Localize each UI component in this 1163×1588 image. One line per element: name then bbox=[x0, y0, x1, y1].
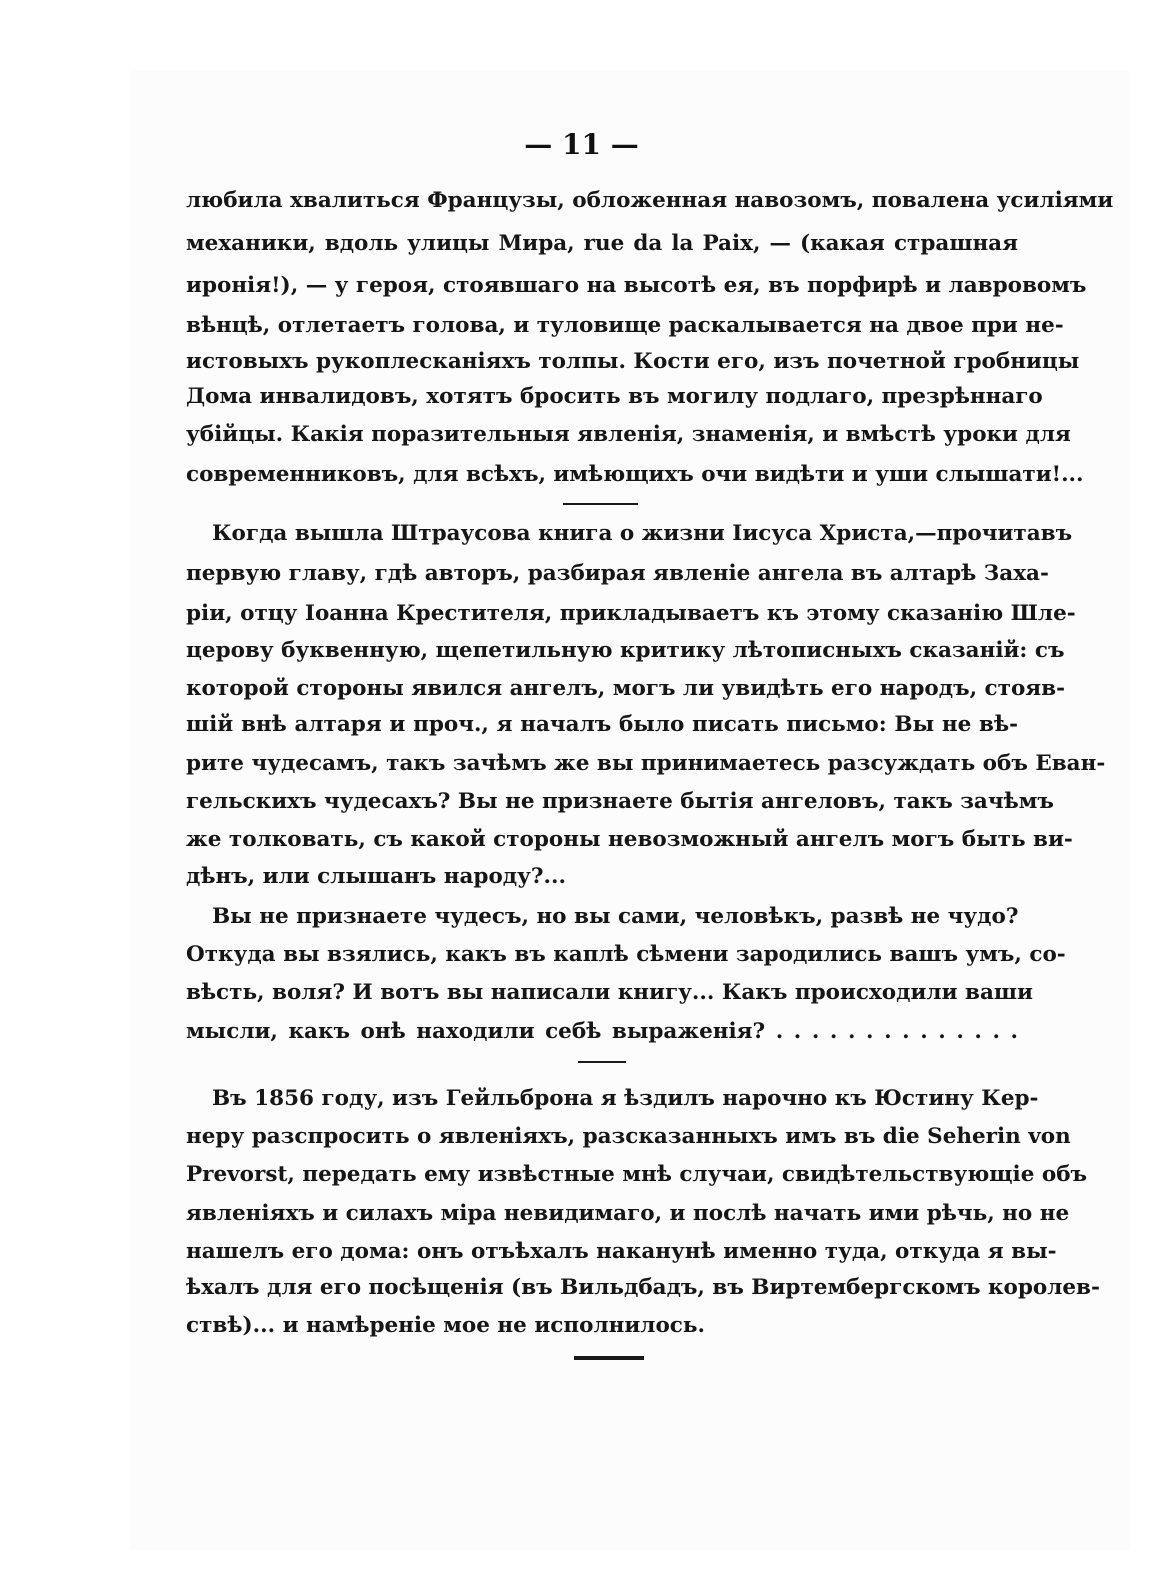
text-line: первую главу, гдѣ авторъ, разбирая явленіе ангела въ алтарѣ Заха- bbox=[186, 561, 1049, 586]
page-number: — 11 — bbox=[524, 128, 639, 161]
text-line: церову буквенную, щепетильную критику лѣтописныхъ сказаній: съ bbox=[186, 638, 1065, 663]
text-line: любила хвалиться Французы, обложенная навозомъ, повалена усиліями bbox=[186, 188, 1114, 213]
text-line: шій внѣ алтаря и проч., я началъ было писать письмо: Вы не вѣ- bbox=[186, 712, 1018, 737]
text-line: убійцы. Какія поразительныя явленія, знаменія, и вмѣстѣ уроки для bbox=[186, 422, 1071, 447]
text-line: Въ 1856 году, изъ Гейльброна я ѣздилъ нарочно къ Юстину Кер- bbox=[212, 1086, 1039, 1111]
text-line: ствѣ)... и намѣреніе мое не исполнилось. bbox=[186, 1313, 705, 1338]
text-line: которой стороны явился ангелъ, могъ ли увидѣть его народъ, стояв- bbox=[186, 676, 1066, 701]
text-line: ѣхалъ для его посѣщенія (въ Вильдбадъ, въ Виртембергскомъ королев- bbox=[186, 1275, 1100, 1300]
text-line: явленіяхъ и силахъ міра невидимаго, и послѣ начать ими рѣчь, но не bbox=[186, 1201, 1070, 1226]
text-line: вѣсть, воля? И вотъ вы написали книгу... Какъ происходили ваши bbox=[186, 980, 1033, 1005]
text-line: механики, вдоль улицы Мира, rue da la Paix, — (какая страшная bbox=[186, 231, 1018, 256]
text-line: вѣнцѣ, отлетаетъ голова, и туловище раскалывается на двое при не- bbox=[186, 313, 1064, 338]
section-divider bbox=[563, 503, 638, 505]
text-line: мысли, какъ онѣ находили себѣ выраженія? . . . . . . . . . . . . . . bbox=[186, 1019, 1018, 1044]
text-line: гельскихъ чудесахъ? Вы не признаете бытія ангеловъ, такъ зачѣмъ bbox=[186, 789, 1054, 814]
text-line: современниковъ, для всѣхъ, имѣющихъ очи видѣти и уши слышати!... bbox=[186, 462, 1084, 487]
text-line: нашелъ его дома: онъ отъѣхалъ наканунѣ именно туда, откуда я вы- bbox=[186, 1239, 1057, 1264]
text-line: Дома инвалидовъ, хотятъ бросить въ могилу подлаго, презрѣннаго bbox=[186, 384, 1043, 409]
text-line: неру разспросить о явленіяхъ, разсказанныхъ имъ въ die Seherin von bbox=[186, 1124, 1071, 1149]
text-line: иронія!), — у героя, стоявшаго на высотѣ ея, въ порфирѣ и лавровомъ bbox=[186, 273, 1087, 298]
text-line: же толковать, съ какой стороны невозможный ангелъ могъ быть ви- bbox=[186, 827, 1073, 852]
text-line: истовыхъ рукоплесканіяхъ толпы. Кости его, изъ почетной гробницы bbox=[186, 349, 1080, 374]
text-line: Когда вышла Штраусова книга о жизни Іисуса Христа,—прочитавъ bbox=[212, 521, 1073, 546]
text-line: Откуда вы взялись, какъ въ каплѣ сѣмени зародились вашъ умъ, со- bbox=[186, 942, 1066, 967]
text-line: Вы не признаете чудесъ, но вы сами, человѣкъ, развѣ не чудо? bbox=[212, 904, 1019, 929]
end-divider bbox=[574, 1356, 644, 1360]
section-divider bbox=[578, 1061, 626, 1063]
text-line: дѣнъ, или слышанъ народу?... bbox=[186, 864, 566, 889]
text-line: ріи, отцу Іоанна Крестителя, прикладываетъ къ этому сказанію Шле- bbox=[186, 601, 1076, 626]
text-line: Prevorst, передать ему извѣстные мнѣ случаи, свидѣтельствующіе объ bbox=[186, 1162, 1088, 1187]
text-line: рите чудесамъ, такъ зачѣмъ же вы принимаетесь разсуждать объ Еван- bbox=[186, 751, 1106, 776]
